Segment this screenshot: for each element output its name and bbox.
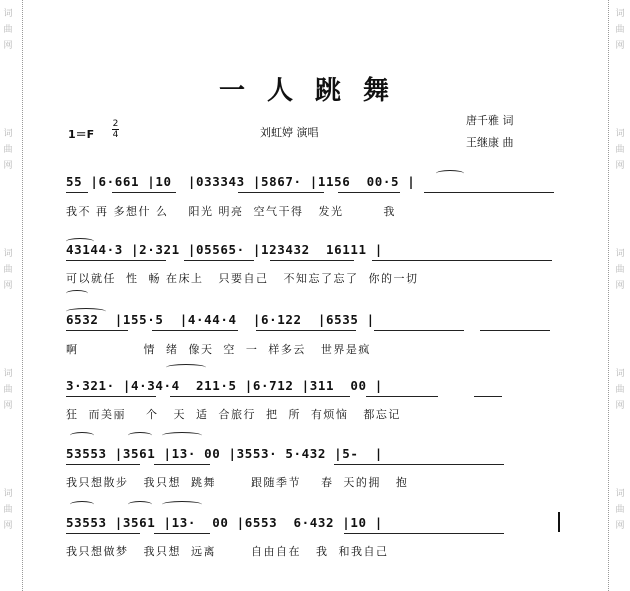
watermark-glyph: 曲 xyxy=(3,385,13,395)
slur-mark xyxy=(162,432,202,439)
watermark-glyph: 网 xyxy=(615,521,625,531)
watermark-glyph: 曲 xyxy=(3,265,13,275)
watermark-glyph: 曲 xyxy=(3,25,13,35)
beam-line xyxy=(112,192,176,193)
slur-mark xyxy=(166,364,206,371)
beam-line xyxy=(474,396,502,397)
watermark-glyph: 网 xyxy=(615,161,625,171)
performer-credit: 刘虹婷 演唱 xyxy=(260,126,319,139)
beam-line xyxy=(152,330,238,331)
notation-line: 43144·3 |2·321 |05565· |123432 16111 | xyxy=(66,242,383,257)
composer-credit: 王继康 曲 xyxy=(466,136,514,149)
watermark-glyph: 词 xyxy=(3,129,13,139)
time-signature xyxy=(112,119,119,140)
watermark-glyph: 曲 xyxy=(615,25,625,35)
notation-line: 53553 |3561 |13· 00 |6553 6·432 |10 | xyxy=(66,515,383,530)
watermark-glyph: 网 xyxy=(615,401,625,411)
beam-line xyxy=(238,192,324,193)
lyricist-credit: 唐千雅 词 xyxy=(466,114,514,127)
beam-line xyxy=(270,260,354,261)
beam-line xyxy=(480,330,550,331)
slur-mark xyxy=(66,308,106,315)
slur-mark xyxy=(66,290,88,297)
watermark-glyph: 词 xyxy=(615,9,625,19)
final-barline xyxy=(558,512,560,532)
beam-line xyxy=(344,533,504,534)
watermark-glyph: 词 xyxy=(3,489,13,499)
lyric-line: 啊 情 绪 像天 空 一 样多云 世界是疯 xyxy=(66,343,371,356)
beam-line xyxy=(66,330,128,331)
beam-line xyxy=(256,330,356,331)
key-signature: 1＝F xyxy=(68,128,95,141)
notation-line: 55 |6·661 |10 |033343 |5867· |1156 00·5 | xyxy=(66,174,416,189)
watermark-glyph: 网 xyxy=(615,41,625,51)
lyric-line: 我只想做梦 我只想 远离 自由自在 我 和我自己 xyxy=(66,545,389,558)
watermark-glyph: 网 xyxy=(3,401,13,411)
watermark-glyph: 网 xyxy=(615,281,625,291)
beam-line xyxy=(424,192,554,193)
watermark-glyph: 词 xyxy=(615,489,625,499)
slur-mark xyxy=(128,432,152,439)
song-title: 一人跳舞 xyxy=(218,76,411,106)
beam-line xyxy=(338,192,400,193)
beam-line xyxy=(334,464,504,465)
beam-line xyxy=(66,464,140,465)
watermark-glyph: 曲 xyxy=(615,385,625,395)
watermark-glyph: 曲 xyxy=(615,145,625,155)
notation-line: 53553 |3561 |13· 00 |3553· 5·432 |5- | xyxy=(66,446,383,461)
watermark-glyph: 网 xyxy=(3,281,13,291)
slur-mark xyxy=(162,501,202,508)
slur-mark xyxy=(70,501,94,508)
beam-line xyxy=(184,260,254,261)
beam-line xyxy=(66,260,166,261)
beam-line xyxy=(170,396,350,397)
slur-mark xyxy=(128,501,152,508)
watermark-glyph: 词 xyxy=(615,129,625,139)
beam-line xyxy=(66,192,88,193)
watermark-glyph: 网 xyxy=(3,161,13,171)
slur-mark xyxy=(66,238,94,245)
slur-mark xyxy=(436,170,464,177)
beam-line xyxy=(366,396,438,397)
beam-line xyxy=(154,464,210,465)
watermark-glyph: 词 xyxy=(3,249,13,259)
watermark-glyph: 曲 xyxy=(615,505,625,515)
notation-line: 6532 |155·5 |4·44·4 |6·122 |6535 | xyxy=(66,312,375,327)
lyric-line: 狂 而美丽 个 天 适 合旅行 把 所 有烦恼 都忘记 xyxy=(66,408,401,421)
beam-line xyxy=(374,330,464,331)
lyric-line: 我不 再 多想什 么 阳光 明亮 空气干得 发光 我 xyxy=(66,205,396,218)
beam-line xyxy=(154,533,210,534)
lyric-line: 我只想散步 我只想 跳舞 跟随季节 春 天的拥 抱 xyxy=(66,476,409,489)
watermark-glyph: 曲 xyxy=(615,265,625,275)
beam-line xyxy=(66,533,140,534)
notation-line: 3·321· |4·34·4 211·5 |6·712 |311 00 | xyxy=(66,378,383,393)
watermark-glyph: 词 xyxy=(3,369,13,379)
slur-mark xyxy=(70,432,94,439)
beam-line xyxy=(66,396,156,397)
lyric-line: 可以就任 性 畅 在床上 只要自己 不知忘了忘了 你的一切 xyxy=(66,272,419,285)
time-signature-top: 2 xyxy=(112,119,119,129)
watermark-glyph: 网 xyxy=(3,521,13,531)
watermark-glyph: 词 xyxy=(3,9,13,19)
watermark-glyph: 网 xyxy=(3,41,13,51)
beam-line xyxy=(372,260,552,261)
watermark-glyph: 曲 xyxy=(3,505,13,515)
watermark-glyph: 词 xyxy=(615,369,625,379)
watermark-glyph: 词 xyxy=(615,249,625,259)
time-signature-bottom: 4 xyxy=(112,130,119,140)
watermark-glyph: 曲 xyxy=(3,145,13,155)
